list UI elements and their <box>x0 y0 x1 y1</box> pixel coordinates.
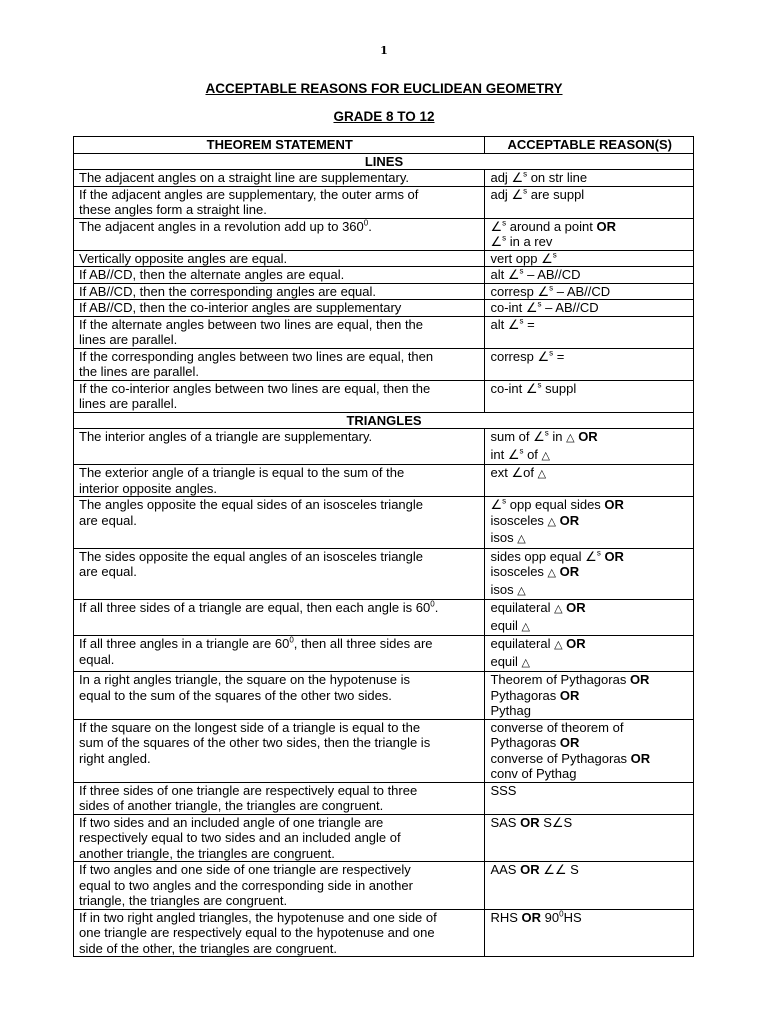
triangles-table-row <box>74 636 694 672</box>
text-line: equal. <box>79 651 115 667</box>
angle-icon: ∠ <box>537 283 550 299</box>
acceptable-reason-cell <box>485 497 694 549</box>
angle-icon: ∠ <box>511 186 524 202</box>
theorem-statement-cell <box>74 218 485 250</box>
lines-table-row <box>74 170 694 187</box>
superscript: 0 <box>430 599 435 609</box>
text-line: The interior angles of a triangle are supplementary. <box>79 429 373 444</box>
text-segment: – AB//CD <box>541 300 599 315</box>
angle-icon: ∠ <box>490 234 503 249</box>
superscript: s <box>549 348 554 358</box>
text-segment: alt <box>490 267 508 282</box>
text-segment: converse of theorem of <box>490 719 624 735</box>
angle-icon: ∠ <box>507 446 520 462</box>
text-line <box>490 447 689 465</box>
superscript: s <box>519 266 524 276</box>
text-line: one triangle are respectively equal to the hypotenuse and one <box>79 925 435 940</box>
acceptable-reason-cell <box>485 348 694 380</box>
text-segment: Pythag <box>490 703 531 718</box>
text-line: sum of the squares of the other two sides, then the triangle is <box>79 735 431 750</box>
text-segment: 90 <box>541 909 560 925</box>
superscript: s <box>552 250 557 260</box>
text-line <box>490 317 689 333</box>
superscript: 0 <box>559 909 564 919</box>
or-keyword: OR <box>559 564 580 579</box>
text-line <box>79 219 480 235</box>
text-segment: sides opp equal <box>490 548 586 564</box>
text-segment: suppl <box>541 380 577 396</box>
text-segment: of <box>523 446 542 462</box>
triangle-icon: △ <box>547 515 557 528</box>
text-segment: are suppl <box>527 186 585 202</box>
theorem-statement-cell <box>74 380 485 412</box>
theorem-statement-cell <box>74 316 485 348</box>
or-keyword: OR <box>578 429 598 444</box>
triangle-icon: △ <box>517 584 526 597</box>
text-segment: co-int <box>490 380 526 396</box>
triangle-icon: △ <box>521 656 531 669</box>
text-segment: corresp <box>490 283 538 299</box>
text-line <box>490 234 689 250</box>
text-line <box>490 530 689 548</box>
text-segment: Theorem of Pythagoras <box>490 672 630 687</box>
text-line <box>490 688 689 704</box>
text-line: right angled. <box>79 750 151 766</box>
text-segment: SSS <box>490 782 517 798</box>
text-line <box>490 766 689 782</box>
acceptable-reason-cell <box>485 814 694 862</box>
triangle-icon: △ <box>541 449 551 462</box>
reasons-table <box>73 136 694 957</box>
text-line: If the adjacent angles are supplementary, the outer arms of <box>79 186 419 202</box>
text-segment: – AB//CD <box>523 267 581 282</box>
text-line: The angles opposite the equal sides of an isosceles triangle <box>79 497 423 512</box>
angle-icon: ∠ <box>507 316 520 332</box>
angle-icon: ∠ <box>537 348 550 364</box>
text-line: If the corresponding angles between two lines are equal, then <box>79 348 434 364</box>
text-segment: on str line <box>527 170 588 185</box>
or-keyword: OR <box>520 814 540 830</box>
triangle-icon: △ <box>537 468 547 480</box>
text-line <box>490 513 689 531</box>
text-line <box>490 751 689 767</box>
triangle-icon: △ <box>521 620 531 633</box>
superscript: s <box>502 496 507 506</box>
text-segment: Pythagoras <box>490 735 560 750</box>
theorem-statement-cell <box>74 782 485 814</box>
text-segment: sum of <box>490 429 534 444</box>
text-line <box>490 618 689 636</box>
text-segment: vert opp <box>490 250 542 266</box>
superscript: 0 <box>363 218 369 228</box>
acceptable-reason-cell <box>485 429 694 465</box>
or-keyword: OR <box>566 636 586 651</box>
table-body <box>74 153 694 957</box>
text-line <box>490 735 689 751</box>
text-segment: adj <box>490 170 512 185</box>
text-segment: SAS <box>490 814 521 830</box>
text-line <box>79 636 480 652</box>
theorem-statement-cell <box>74 250 485 267</box>
text-line <box>490 170 689 186</box>
text-line: another triangle, the triangles are congruent. <box>79 845 335 861</box>
triangles-table-row <box>74 672 694 720</box>
text-segment: S <box>566 862 579 877</box>
text-segment: equil <box>490 653 522 669</box>
text-line: The sides opposite the equal angles of an isosceles triangle <box>79 548 423 564</box>
text-segment: adj <box>490 186 512 202</box>
text-line <box>490 720 689 736</box>
superscript: s <box>523 169 528 179</box>
text-segment: int <box>490 446 508 462</box>
acceptable-reason-cell <box>485 170 694 187</box>
text-line: If three sides of one triangle are respectively equal to three <box>79 782 418 798</box>
angle-icon: ∠ <box>507 267 520 282</box>
text-line <box>490 549 689 565</box>
text-line <box>490 497 689 513</box>
superscript: 0 <box>289 635 294 645</box>
text-line: are equal. <box>79 564 137 579</box>
superscript: s <box>596 548 601 558</box>
text-line: The exterior angle of a triangle is equal to the sum of the <box>79 465 405 480</box>
section-row-triangles <box>74 412 694 429</box>
triangles-table-row <box>74 719 694 782</box>
text-line: the lines are parallel. <box>79 364 199 379</box>
text-segment: equilateral <box>490 636 555 651</box>
text-segment: converse of Pythagoras <box>490 750 631 766</box>
page-number: 1 <box>380 44 388 57</box>
superscript: s <box>519 316 524 326</box>
section-row-lines <box>74 153 694 170</box>
triangle-icon: △ <box>547 567 557 579</box>
text-segment: in a rev <box>506 234 553 249</box>
or-keyword: OR <box>629 672 650 687</box>
text-line: equal to two angles and the corresponding side in another <box>79 877 413 893</box>
triangle-icon: △ <box>566 432 575 444</box>
text-line: triangle, the triangles are congruent. <box>79 893 288 908</box>
acceptable-reason-cell <box>485 250 694 267</box>
text-segment: isos <box>490 581 518 597</box>
text-line <box>490 582 689 600</box>
text-line: If AB//CD, then the alternate angles are equal. <box>79 267 345 282</box>
theorem-statement-cell <box>74 600 485 636</box>
lines-table-row <box>74 316 694 348</box>
section-heading-lines: LINES <box>74 153 694 170</box>
triangles-table-row <box>74 465 694 497</box>
or-keyword: OR <box>559 687 580 703</box>
acceptable-reason-cell <box>485 218 694 250</box>
text-segment: RHS <box>490 909 522 925</box>
text-line <box>490 564 689 582</box>
or-keyword: OR <box>559 512 580 528</box>
text-line: sides of another triangle, the triangles are congruent. <box>79 798 384 813</box>
text-line <box>490 862 689 878</box>
text-segment: S <box>563 814 573 830</box>
lines-table-row <box>74 186 694 218</box>
text-line: interior opposite angles. <box>79 480 218 496</box>
text-line: If AB//CD, then the corresponding angles are equal. <box>79 283 377 299</box>
acceptable-reason-cell <box>485 380 694 412</box>
theorem-statement-cell <box>74 909 485 957</box>
text-line <box>490 267 689 283</box>
acceptable-reason-cell <box>485 186 694 218</box>
theorem-statement-cell <box>74 719 485 782</box>
text-line <box>490 636 689 654</box>
text-line: If two sides and an included angle of one triangle are <box>79 814 384 830</box>
text-segment: S <box>539 814 552 830</box>
theorem-statement-cell <box>74 548 485 600</box>
text-line <box>490 429 689 447</box>
text-line <box>490 251 689 267</box>
text-line: In a right angles triangle, the square on the hypotenuse is <box>79 672 410 687</box>
or-keyword: OR <box>604 497 624 512</box>
lines-table-row <box>74 348 694 380</box>
text-line: respectively equal to two sides and an included angle of <box>79 830 401 845</box>
acceptable-reason-cell <box>485 548 694 600</box>
text-segment: isosceles <box>490 564 548 579</box>
text-line: equal to the sum of the squares of the other two sides. <box>79 687 392 703</box>
superscript: s <box>544 428 549 438</box>
acceptable-reason-cell <box>485 909 694 957</box>
acceptable-reason-cell <box>485 862 694 910</box>
acceptable-reason-cell <box>485 316 694 348</box>
superscript: s <box>549 283 554 293</box>
acceptable-reason-cell <box>485 719 694 782</box>
text-line <box>490 300 689 316</box>
text-segment: ext <box>490 465 512 480</box>
text-line <box>490 672 689 688</box>
or-keyword: OR <box>521 909 542 925</box>
acceptable-reason-cell <box>485 465 694 497</box>
theorem-statement-cell <box>74 348 485 380</box>
lines-table-row <box>74 267 694 284</box>
triangles-table-row <box>74 782 694 814</box>
text-line <box>490 381 689 397</box>
acceptable-reason-cell <box>485 283 694 300</box>
triangle-icon: △ <box>554 639 563 651</box>
text-segment: Pythagoras <box>490 687 560 703</box>
text-line: lines are parallel. <box>79 332 178 347</box>
text-line: If two angles and one side of one triangle are respectively <box>79 862 411 877</box>
text-line: side of the other, the triangles are congruent. <box>79 940 338 956</box>
angle-icon: ∠ <box>533 429 545 444</box>
text-line <box>490 783 689 799</box>
lines-table-row <box>74 380 694 412</box>
theorem-statement-cell <box>74 497 485 549</box>
text-segment: conv of Pythag <box>490 766 577 781</box>
text-segment: corresp <box>490 348 538 364</box>
text-segment: The adjacent angles in a revolution add up to 360 <box>79 218 364 234</box>
superscript: s <box>537 299 542 309</box>
theorem-statement-cell <box>74 267 485 284</box>
text-line: are equal. <box>79 512 137 528</box>
text-segment: , then all three sides are <box>293 636 433 651</box>
text-segment: HS <box>563 909 582 925</box>
text-line: Vertically opposite angles are equal. <box>79 250 288 266</box>
acceptable-reason-cell <box>485 600 694 636</box>
text-segment: opp equal sides <box>506 497 605 512</box>
triangles-table-row <box>74 429 694 465</box>
text-segment: – AB//CD <box>553 283 611 299</box>
theorem-statement-cell <box>74 465 485 497</box>
text-line: If the square on the longest side of a triangle is equal to the <box>79 719 421 735</box>
header-acceptable-reasons: ACCEPTABLE REASON(S) <box>485 137 694 154</box>
theorem-statement-cell <box>74 170 485 187</box>
text-line <box>490 654 689 672</box>
acceptable-reason-cell <box>485 782 694 814</box>
acceptable-reason-cell <box>485 267 694 284</box>
text-segment: If all three sides of a triangle are equal, then each angle is 60 <box>79 600 431 615</box>
theorem-statement-cell <box>74 672 485 720</box>
header-theorem-statement: THEOREM STATEMENT <box>74 137 485 154</box>
text-segment: alt <box>490 316 508 332</box>
text-segment: co-int <box>490 300 526 315</box>
theorem-statement-cell <box>74 862 485 910</box>
or-keyword: OR <box>596 218 616 234</box>
text-line <box>490 349 689 365</box>
triangles-table-row <box>74 862 694 910</box>
angle-icon: ∠ <box>490 218 503 234</box>
theorem-statement-cell <box>74 283 485 300</box>
lines-table-row <box>74 218 694 250</box>
superscript: s <box>523 186 528 196</box>
table-header-row <box>74 137 694 154</box>
text-segment: = <box>553 348 565 364</box>
text-segment: equilateral <box>490 600 555 615</box>
text-segment: . <box>368 218 372 234</box>
triangles-table-row <box>74 600 694 636</box>
theorem-statement-cell <box>74 814 485 862</box>
text-line <box>490 815 689 831</box>
document-subtitle: GRADE 8 TO 12 <box>333 109 435 124</box>
angle-icon: ∠ <box>551 814 564 830</box>
text-line <box>490 187 689 203</box>
angle-icon: ∠ <box>525 300 538 315</box>
angle-icon: ∠ <box>554 862 567 877</box>
text-line <box>79 600 480 616</box>
or-keyword: OR <box>604 548 624 564</box>
text-segment: in <box>548 429 567 444</box>
superscript: s <box>537 380 542 390</box>
text-line <box>490 219 689 235</box>
superscript: s <box>502 233 507 243</box>
angle-icon: ∠ <box>525 380 538 396</box>
text-segment: around a point <box>506 218 597 234</box>
angle-icon: ∠ <box>490 497 503 512</box>
text-line <box>490 703 689 719</box>
text-line <box>490 910 689 926</box>
section-heading-triangles: TRIANGLES <box>74 412 694 429</box>
triangle-icon: △ <box>554 603 563 615</box>
text-segment: AAS <box>490 862 521 877</box>
triangles-table-row <box>74 548 694 600</box>
theorem-statement-cell <box>74 300 485 317</box>
acceptable-reason-cell <box>485 300 694 317</box>
triangles-table-row <box>74 814 694 862</box>
text-line: lines are parallel. <box>79 396 178 411</box>
or-keyword: OR <box>559 735 580 750</box>
angle-icon: ∠ <box>511 465 524 480</box>
theorem-statement-cell <box>74 186 485 218</box>
text-segment: . <box>434 600 439 615</box>
text-line: If the co-interior angles between two lines are equal, then the <box>79 380 431 396</box>
text-line <box>490 600 689 618</box>
triangles-table-row <box>74 497 694 549</box>
text-segment: isosceles <box>490 512 548 528</box>
lines-table-row <box>74 250 694 267</box>
acceptable-reason-cell <box>485 672 694 720</box>
text-segment: equil <box>490 617 522 633</box>
or-keyword: OR <box>520 862 540 877</box>
triangle-icon: △ <box>517 533 526 545</box>
text-line <box>490 284 689 300</box>
or-keyword: OR <box>566 600 586 615</box>
angle-icon: ∠ <box>541 250 553 266</box>
text-segment: If all three angles in a triangle are 60 <box>79 636 290 651</box>
text-line <box>490 465 689 483</box>
document-title: ACCEPTABLE REASONS FOR EUCLIDEAN GEOMETRY <box>205 81 563 96</box>
or-keyword: OR <box>630 750 651 766</box>
theorem-statement-cell <box>74 429 485 465</box>
acceptable-reason-cell <box>485 636 694 672</box>
superscript: s <box>519 446 524 456</box>
text-line: If the alternate angles between two lines are equal, then the <box>79 316 424 332</box>
superscript: s <box>502 218 507 228</box>
text-line: If in two right angled triangles, the hypotenuse and one side of <box>79 909 437 925</box>
theorem-statement-cell <box>74 636 485 672</box>
lines-table-row <box>74 300 694 317</box>
triangles-table-row <box>74 909 694 957</box>
text-segment: of <box>523 465 538 480</box>
angle-icon: ∠ <box>543 862 555 877</box>
text-line: If AB//CD, then the co-interior angles are supplementary <box>79 300 402 315</box>
text-segment: isos <box>490 530 518 545</box>
angle-icon: ∠ <box>511 170 524 185</box>
text-line: these angles form a straight line. <box>79 202 267 217</box>
lines-table-row <box>74 283 694 300</box>
angle-icon: ∠ <box>585 548 597 564</box>
text-line: The adjacent angles on a straight line are supplementary. <box>79 170 410 185</box>
text-segment: = <box>523 316 535 332</box>
